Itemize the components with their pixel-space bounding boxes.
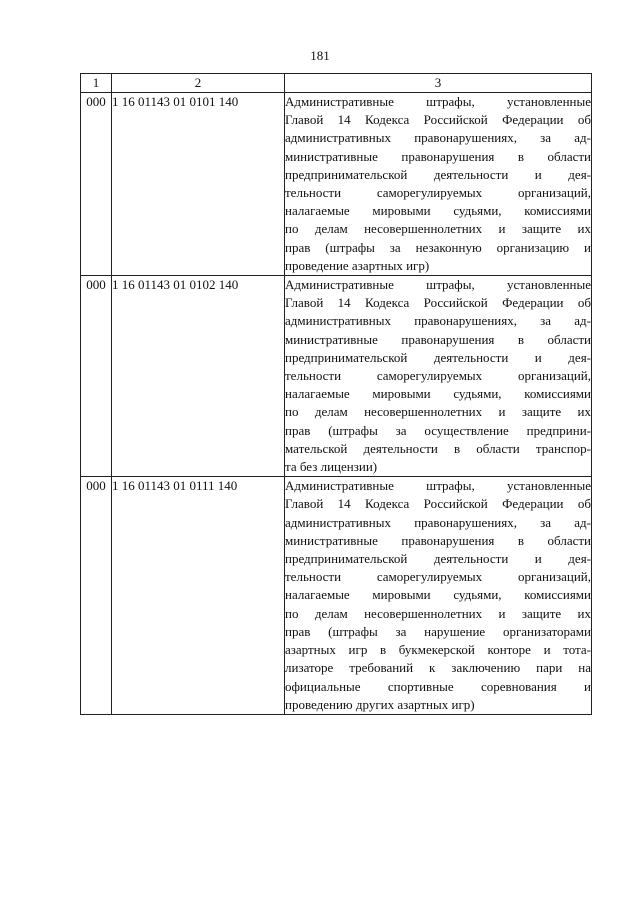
description-line: Административные штрафы, установленные (285, 277, 591, 293)
description-line: прав (штрафы за нарушение организаторами (285, 623, 591, 639)
description-line: тельности саморегулируемых организаций, (285, 368, 591, 384)
budget-classification-code-cell: 1 16 01143 01 0101 140 (112, 93, 285, 276)
description-line: официальные спортивные соревнования и (285, 678, 591, 694)
description-cell (285, 276, 592, 477)
budget-classification-code-cell: 1 16 01143 01 0111 140 (112, 477, 285, 715)
description-line: по делам несовершеннолетних и защите их (285, 404, 591, 420)
budget-classification-code-cell: 1 16 01143 01 0102 140 (112, 276, 285, 477)
description-line: налагаемые мировыми судьями, комиссиями (285, 386, 591, 402)
budget-codes-table (80, 73, 592, 715)
page-number: 181 (310, 48, 330, 63)
description-line: министративные правонарушения в области (285, 331, 591, 347)
admin-code-cell: 000 (81, 276, 112, 477)
description-line: тельности саморегулируемых организаций, (285, 185, 591, 201)
description-line: административных правонарушениях, за ад- (285, 313, 591, 329)
description-line: Главой 14 Кодекса Российской Федерации об (285, 295, 591, 311)
table-row (81, 276, 592, 477)
description-line: налагаемые мировыми судьями, комиссиями (285, 203, 591, 219)
description-line: мательской деятельности в области транспор- (285, 440, 591, 456)
description-line: прав (штрафы за осуществление предприни- (285, 422, 591, 438)
description-line: лизаторе требований к заключению пари на (285, 660, 591, 676)
table-header-row (81, 74, 592, 93)
description-line: тельности саморегулируемых организаций, (285, 569, 591, 585)
table-row (81, 93, 592, 276)
description-line: Главой 14 Кодекса Российской Федерации об (285, 112, 591, 128)
description-line: прав (штрафы за незаконную организацию и (285, 239, 591, 255)
admin-code-cell: 000 (81, 93, 112, 276)
description-cell (285, 93, 592, 276)
description-line: предпринимательской деятельности и дея- (285, 166, 591, 182)
table-row (81, 477, 592, 715)
description-line: та без лицензии) (285, 459, 378, 475)
column-header-2: 2 (112, 74, 285, 93)
description-line: административных правонарушениях, за ад- (285, 130, 591, 146)
description-line: Главой 14 Кодекса Российской Федерации об (285, 496, 591, 512)
table-body (81, 93, 592, 715)
description-line: азартных игр в букмекерской конторе и тота- (285, 642, 591, 658)
description-line: предпринимательской деятельности и дея- (285, 349, 591, 365)
description-line: по делам несовершеннолетних и защите их (285, 221, 591, 237)
description-line: по делам несовершеннолетних и защите их (285, 605, 591, 621)
description-line: Административные штрафы, установленные (285, 478, 591, 494)
column-header-1: 1 (81, 74, 112, 93)
admin-code-cell: 000 (81, 477, 112, 715)
description-line: Административные штрафы, установленные (285, 94, 591, 109)
description-line: проведению других азартных игр) (285, 696, 475, 712)
description-line: министративные правонарушения в области (285, 148, 591, 164)
description-line: административных правонарушениях, за ад- (285, 514, 591, 530)
description-line: проведение азартных игр) (285, 257, 430, 273)
description-cell (285, 477, 592, 715)
description-line: налагаемые мировыми судьями, комиссиями (285, 587, 591, 603)
column-header-3: 3 (285, 74, 592, 93)
description-line: предпринимательской деятельности и дея- (285, 551, 591, 567)
description-line: министративные правонарушения в области (285, 532, 591, 548)
